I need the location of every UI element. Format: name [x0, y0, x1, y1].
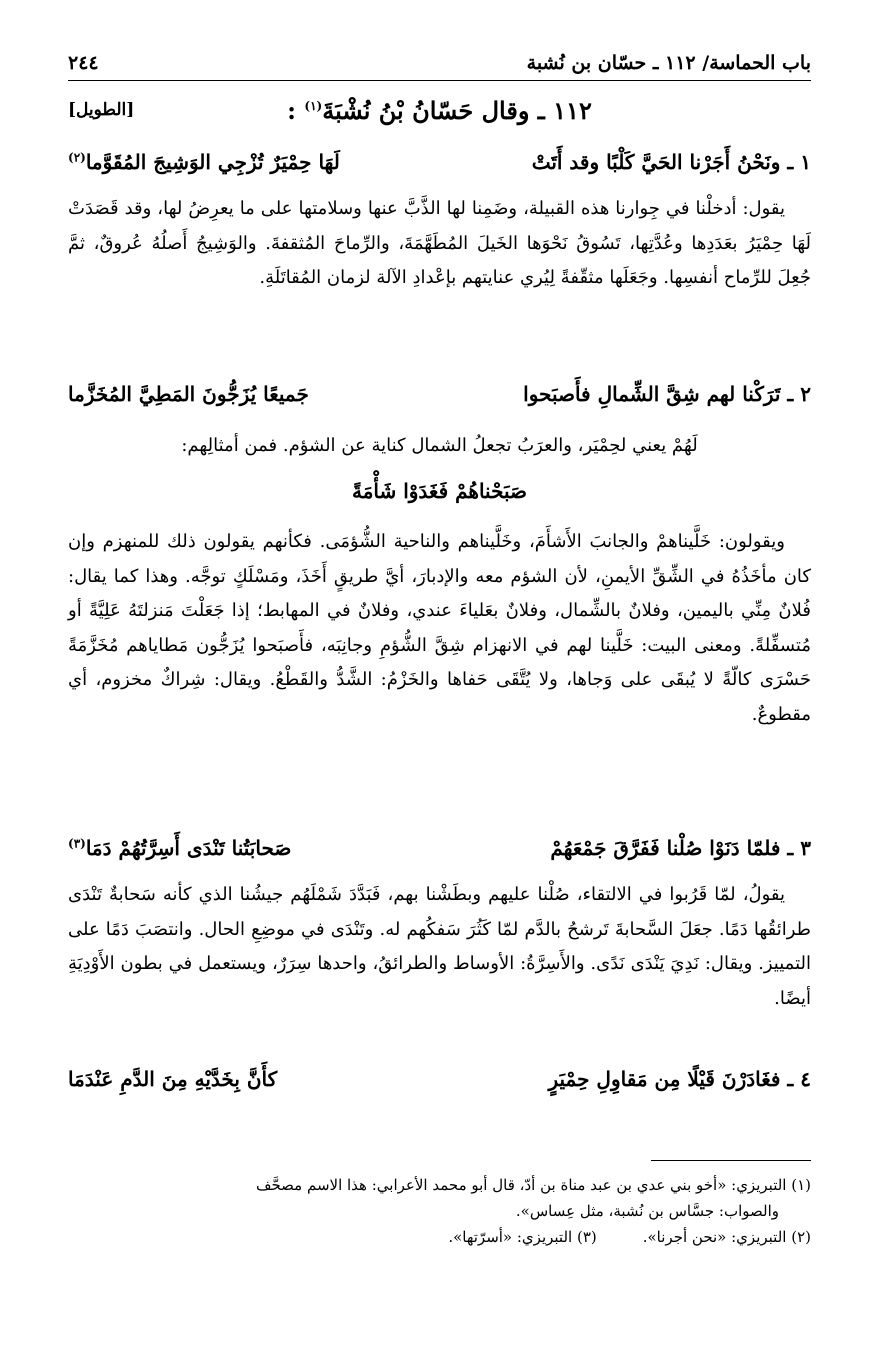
verse-1-first-hemistich: ١ ـ ونَحْنُ أَجَرْنا الحَيَّ كَلْبًا وقد أَتَتْ [531, 150, 811, 174]
running-title: باب الحماسة/ ١١٢ ـ حسّان بن نُشبة [526, 52, 811, 74]
verse-3-second-hemistich: صَحابَتُنا تَنْدَى أَسِرَّتُهُمْ دَمَا$^{(٣)}$ [68, 836, 292, 860]
verse-2-second-hemistich: جَميعًا يُزَجُّونَ المَطِيَّ المُخَزَّما [68, 382, 309, 406]
title-footnote-ref: (١) [304, 99, 323, 113]
page-header [68, 46, 811, 80]
verse-1 [68, 150, 811, 174]
verse-3-first-hemistich: ٣ ـ فلمّا دَنَوْا صُلْنا فَفَرَّقَ جَمْعَهُمْ [550, 836, 811, 860]
proverb-line: صَبَحْناهُمْ فَغَدَوْا شَأْمَةً [351, 479, 528, 503]
commentary-verse-3: يقولُ، لمّا قَرُبوا في الالتقاء، صُلْنا عليهم وبطَشْنا بهم، فَبَدَّدَ شَمْلَهُم جيشُنا الذي كأنه سَحابةٌ تَنْدَى طرائقُها دَمًا. جعَلَ السَّحابةَ تَرشحُ بالدَّم لمّا كَثُرَ سَفكُهم له. وتَنْدَى في موضِعِ الحال. وانتصَبَ دَمًا على التمييز. ويقال: نَدِيَ يَنْدَى نَدًى. والأَسِرَّةُ: الأوساط والطرائقُ، واحدها سِرَرٌ، ويستعمل في بطون الأَوْدِيَةِ أيضًا. [68, 884, 811, 1009]
poem-title-row [68, 96, 811, 136]
poem-title-text: ١١٢ ـ وقال حَسّانُ بْنُ نُشْبَةَ [322, 96, 592, 125]
verse-2 [68, 382, 811, 406]
title-colon: : [287, 96, 297, 125]
commentary-verse-2-intro: لَهُمْ يعني لحِمْيَر، والعرَبُ تجعلُ الشمال كناية عن الشؤم. فمن أمثالِهم: [181, 435, 698, 456]
footnote-3: (٣) التبريزي: «أسرّتها». [448, 1228, 597, 1246]
verse-4-first-hemistich: ٤ ـ فغَادَرْنَ قَيْلًا مِن مَقاوِلِ حِمْيَرٍ [548, 1067, 811, 1091]
footnote-2: (٢) التبريزي: «نحن أجرنا». [642, 1228, 811, 1246]
commentary-verse-1: يقول: أدخلْنا في جِوارنا هذه القبيلة، وضَمِنا لها الذَّبَّ عنها وسلامتها على ما يعرِضُ لها، وقد قَصَدَتْ لَهَا حِمْيَرُ بعَدَدِها وعُدَّتِها، تَسُوقُ نَحْوَها الخَيلَ المُطَهَّمَةَ، والرِّماحَ المُثقفةَ. والوَشِيجُ أَصلُهُ عُروقٌ، ثمَّ جُعِلَ للرِّماح أنفسِها. وجَعَلَها مثقّفةً لِيُري عنايتهم بإعْدادِ الآلة لزمان المُقاتَلَةِ. [68, 198, 811, 288]
page-number: ٢٤٤ [68, 52, 99, 74]
verse-3-footnote-ref: (٣) [68, 836, 86, 851]
footnote-1-continued: والصواب: جسَّاس بن نُشبة، مثل عِساس». [515, 1202, 779, 1220]
footnote-1: (١) التبريزي: «أخو بني عدي بن عبد مناة بن أدّ، قال أبو محمد الأعرابي: هذا الاسم مصحَّف [255, 1176, 811, 1194]
footnote-rule [651, 1160, 811, 1161]
footnote-row [68, 1224, 811, 1250]
header-rule [68, 80, 811, 81]
verse-1-second-hemistich: لَهَا حِمْيَرٌ تُزْجِي الوَشِيجَ المُقَوَّما$^{(٢)}$ [68, 150, 340, 174]
verse-1-footnote-ref: (٢) [68, 150, 86, 165]
verse-3 [68, 836, 811, 860]
commentary-verse-2: ويقولون: خَلَّيناهمْ والجانبَ الأَشأَمَ، وخَلَّيناهم والناحية الشُّؤمَى. فكأنهم يقولون ذلك للمنهزم وإن كان مأخَذُهُ في الشِّقِّ الأيمنِ، لأن الشؤم معه والإدبارَ، أيَّ طريقٍ أَخَذَ، ومَسْلَكٍ توجَّه. وهذا كما يقال: فُلانٌ مِنِّي باليمين، وفلانٌ بالشِّمال، وفلانٌ بعَلياءَ عندي، وفلانٌ في المهابط؛ إذا جَعَلْتَ مَنزلتَهُ عَلِيَّةً أو مُتسفِّلةً. ومعنى البيت: خَلَّينا لهم في الانهزام شِقَّ الشُّؤمِ وجانِبَه، فأَصبَحوا يُزَجُّون مَطاياهم مُخَزَّمَةً حَسْرَى كالّةً لا يُبقَى على وَجاها، ولا يُتَّقَى حَفاها والخَزْمُ: الشَّدُّ والقَطْعُ. ويقال: شِراكٌ مخزوم، أي مقطوعٌ. [68, 531, 811, 725]
meter-label: [الطويل] [68, 100, 135, 120]
verse-4-second-hemistich: كأَنَّ بِخَدَّيْهِ مِنَ الدَّمِ عَنْدَمَا [68, 1067, 278, 1091]
poem-title [68, 96, 811, 125]
verse-4 [68, 1067, 811, 1091]
footnotes [68, 1172, 811, 1250]
verse-2-first-hemistich: ٢ ـ تَرَكْنا لهم شِقَّ الشِّمالِ فأَصبَحوا [523, 382, 811, 406]
